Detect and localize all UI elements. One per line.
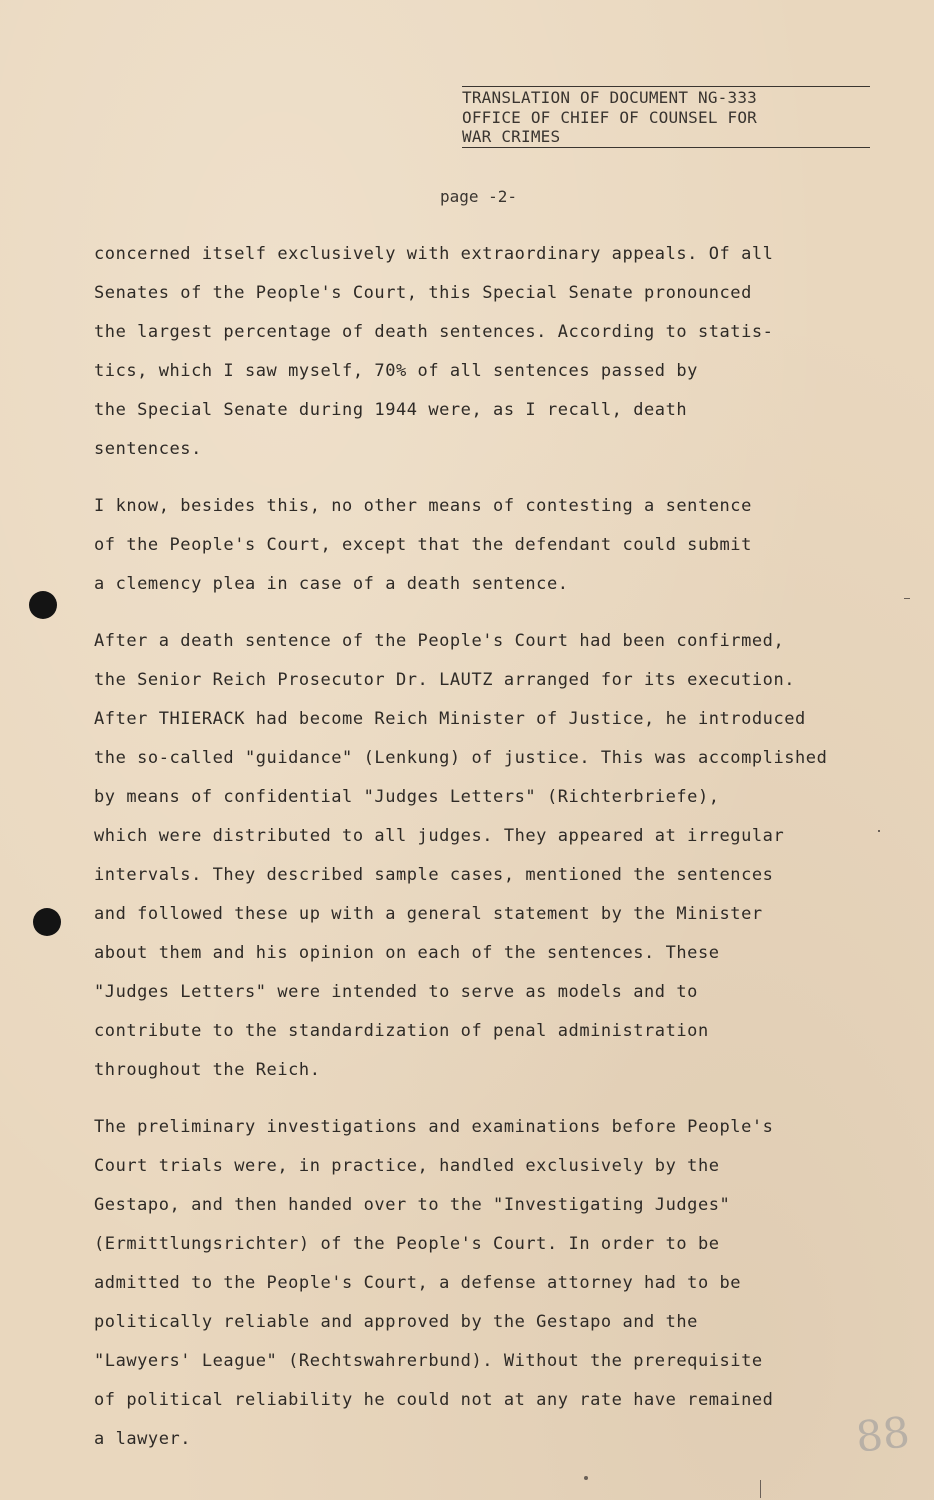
text-line: of the People's Court, except that the defendant could submit: [94, 535, 752, 555]
text-line: and followed these up with a general statement by the Minister: [94, 904, 763, 924]
paper-speck: [878, 830, 880, 832]
text-line: After a death sentence of the People's Court had been confirmed,: [94, 631, 785, 651]
text-line: throughout the Reich.: [94, 1060, 321, 1080]
text-line: Court trials were, in practice, handled exclusively by the: [94, 1156, 720, 1176]
text-line: "Judges Letters" were intended to serve as models and to: [94, 982, 698, 1002]
text-line: admitted to the People's Court, a defense attorney had to be: [94, 1273, 742, 1293]
punch-hole: [33, 908, 61, 936]
text-line: the Senior Reich Prosecutor Dr. LAUTZ arranged for its execution.: [94, 670, 796, 690]
header-bottom-rule: [462, 147, 870, 148]
body-text: [94, 243, 894, 1485]
page-number: page -2-: [440, 187, 518, 206]
text-line: which were distributed to all judges. They appeared at irregular: [94, 826, 785, 846]
text-line: (Ermittlungsrichter) of the People's Court. In order to be: [94, 1234, 720, 1254]
paragraph-1: [94, 243, 894, 477]
text-line: a clemency plea in case of a death sentence.: [94, 574, 569, 594]
text-line: a lawyer.: [94, 1429, 192, 1449]
text-line: tics, which I saw myself, 70% of all sentences passed by: [94, 361, 698, 381]
paper-mark: [760, 1480, 761, 1498]
header-line: OFFICE OF CHIEF OF COUNSEL FOR: [462, 107, 757, 127]
text-line: After THIERACK had become Reich Minister of Justice, he introduced: [94, 709, 806, 729]
text-line: about them and his opinion on each of the sentences. These: [94, 943, 720, 963]
paragraph-4: [94, 1116, 894, 1467]
text-line: the Special Senate during 1944 were, as I recall, death: [94, 400, 688, 420]
punch-hole: [29, 591, 57, 619]
text-line: "Lawyers' League" (Rechtswahrerbund). Without the prerequisite: [94, 1351, 763, 1371]
paragraph-3: [94, 630, 894, 1098]
text-line: sentences.: [94, 439, 202, 459]
header-top-rule: [462, 86, 870, 87]
text-line: contribute to the standardization of penal administration: [94, 1021, 709, 1041]
text-line: by means of confidential "Judges Letters" (Richterbriefe),: [94, 787, 720, 807]
text-line: the so-called "guidance" (Lenkung) of justice. This was accomplished: [94, 748, 828, 768]
handwritten-page-number: 88: [853, 1407, 912, 1462]
paper-speck: [904, 598, 910, 599]
header-line: WAR CRIMES: [462, 127, 561, 146]
text-line: I know, besides this, no other means of contesting a sentence: [94, 496, 752, 516]
text-line: Senates of the People's Court, this Special Senate pronounced: [94, 283, 752, 303]
text-line: of political reliability he could not at any rate have remained: [94, 1390, 774, 1410]
header-line: TRANSLATION OF DOCUMENT NG-333: [462, 88, 757, 107]
text-line: The preliminary investigations and examinations before People's: [94, 1117, 774, 1137]
text-line: concerned itself exclusively with extraordinary appeals. Of all: [94, 244, 774, 264]
text-line: the largest percentage of death sentences. According to statis-: [94, 322, 774, 342]
text-line: Gestapo, and then handed over to the "Investigating Judges": [94, 1195, 731, 1215]
text-line: intervals. They described sample cases, mentioned the sentences: [94, 865, 774, 885]
paragraph-2: [94, 495, 894, 612]
document-header: [462, 88, 872, 147]
paper-speck: [584, 1476, 588, 1480]
text-line: politically reliable and approved by the Gestapo and the: [94, 1312, 698, 1332]
